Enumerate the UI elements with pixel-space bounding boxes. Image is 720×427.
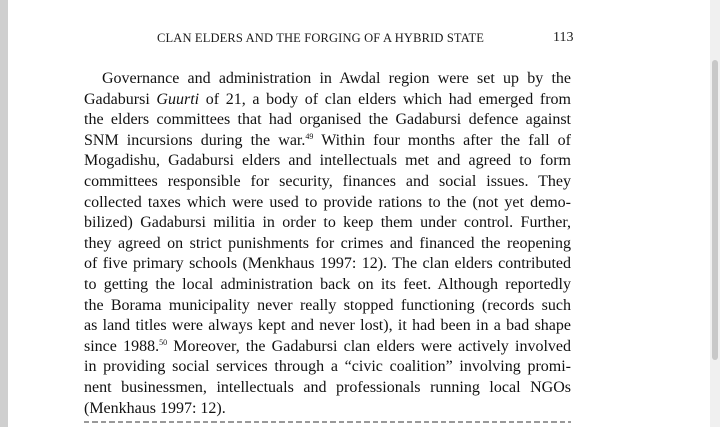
text-segment: SNM incursions during the war. [84, 131, 306, 149]
italic-term: Guurti [156, 90, 200, 108]
text-line [84, 275, 571, 296]
body-paragraph [84, 69, 571, 419]
text-segment: in providing social services through a “civic coalition” involving promi- [84, 358, 571, 376]
next-paragraph-cutoff [84, 418, 571, 424]
text-segment: the elders committees that had organised the Gadabursi defence against [84, 111, 571, 129]
text-segment: Mogadishu, Gadabursi elders and intellectuals met and agreed to form [84, 152, 571, 170]
text-segment: collected taxes which were used to provide rations to the (not yet demo- [84, 193, 571, 211]
text-segment: since 1988. [84, 337, 160, 355]
text-segment: they agreed on strict punishments for crimes and financed the reopening [84, 234, 571, 252]
text-line [84, 254, 571, 275]
text-segment: to getting the local administration back on its feet. Although reportedly [84, 275, 571, 293]
text-segment: Within four months after the fall of [313, 131, 572, 149]
text-line [84, 316, 571, 337]
text-line [84, 110, 571, 131]
text-line [84, 151, 571, 172]
text-line [84, 131, 571, 152]
footnote-marker: 50 [159, 337, 168, 347]
text-segment: of 21, a body of clan elders which had emerged from [199, 90, 572, 108]
text-line [84, 213, 571, 234]
page-left-edge [0, 0, 8, 427]
text-line [84, 234, 571, 255]
page-number: 113 [553, 30, 574, 45]
text-segment: as land titles were always kept and never lost), it had been in a bad shape [84, 317, 571, 335]
text-line [84, 399, 571, 420]
footnote-marker: 49 [305, 131, 314, 141]
text-segment: Gadabursi [84, 90, 157, 108]
text-segment: the Borama municipality never really stopped functioning (records such [84, 296, 571, 314]
text-segment: Governance and administration in Awdal region were set up by the [102, 70, 571, 87]
text-line [84, 69, 571, 90]
text-line [84, 357, 571, 378]
text-line [84, 378, 571, 399]
scrollbar-thumb[interactable] [712, 60, 718, 360]
text-line [84, 90, 571, 111]
text-line [84, 172, 571, 193]
text-line [84, 193, 571, 214]
text-segment: committees responsible for security, finances and social issues. They [84, 172, 571, 190]
text-segment: Moreover, the Gadabursi clan elders were actively involved [167, 337, 571, 355]
running-head: CLAN ELDERS AND THE FORGING OF A HYBRID STATE [157, 31, 485, 45]
text-segment: bilized) Gadabursi militia in order to keep them under control. Further, [84, 214, 571, 232]
vertical-scrollbar[interactable] [710, 0, 720, 427]
text-segment: nent businessmen, intellectuals and professionals running local NGOs [84, 378, 571, 396]
text-segment: (Menkhaus 1997: 12). [84, 399, 226, 417]
text-line [84, 296, 571, 317]
text-line [84, 337, 571, 358]
text-segment: of five primary schools (Menkhaus 1997: 12). The clan elders contributed [84, 255, 571, 273]
